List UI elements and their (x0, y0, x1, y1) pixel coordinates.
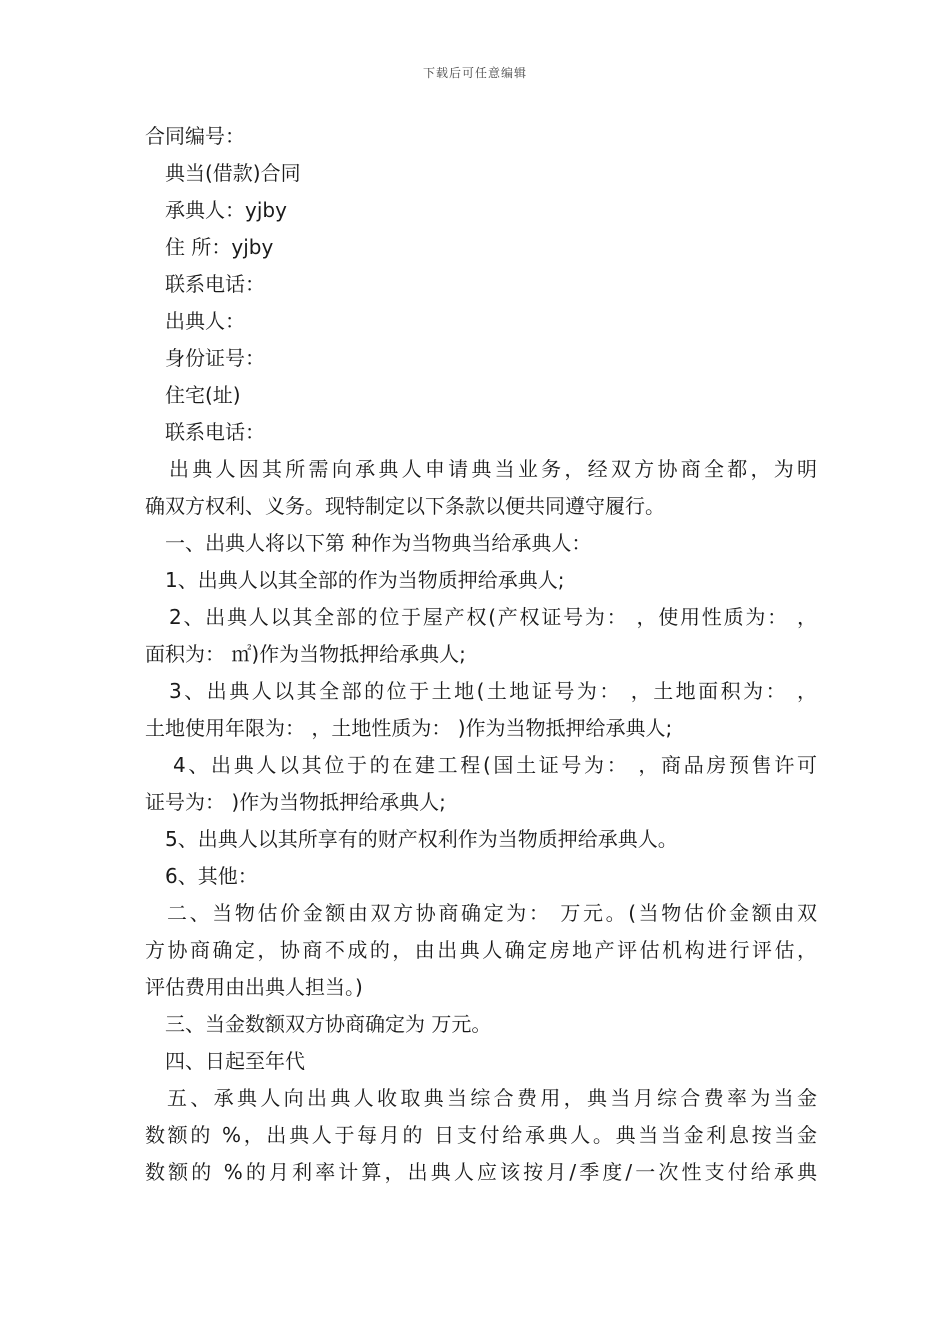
pawnee-field: 承典人：yjby (165, 198, 287, 222)
preamble-line-2: 确双方权利、义务。现特制定以下条款以便共同遵守履行。 (145, 494, 665, 518)
clause-2-line-2: 方协商确定，协商不成的，由出典人确定房地产评估机构进行评估， (145, 938, 817, 962)
clause-1-item-1: 1、出典人以其全部的作为当物质押给承典人; (165, 568, 565, 592)
clause-5-line-1: 五、承典人向出典人收取典当综合费用，典当月综合费率为当金 (167, 1086, 817, 1110)
clause-1-item-2-line-2: 面积为： ㎡)作为当物抵押给承典人; (145, 642, 466, 666)
address-field: 住 所：yjby (165, 235, 274, 259)
clause-1-heading: 一、出典人将以下第 种作为当物典当给承典人： (165, 531, 592, 555)
pawner-phone-field: 联系电话： (165, 420, 265, 444)
clause-1-item-4-line-2: 证号为： )作为当物抵押给承典人; (145, 790, 446, 814)
contract-body (145, 118, 817, 1191)
clause-5-line-2: 数额的 %，出典人于每月的 日支付给承典人。典当当金利息按当金 (145, 1123, 817, 1147)
contract-title: 典当(借款)合同 (165, 161, 301, 185)
clause-1-item-3-line-1: 3、出典人以其全部的位于土地(土地证号为： ，土地面积为： ， (169, 679, 817, 703)
clause-5-line-3: 数额的 %的月利率计算，出典人应该按月/季度/一次性支付给承典 (145, 1160, 817, 1184)
page-header: 下载后可任意编辑 (422, 66, 527, 80)
preamble-line-1: 出典人因其所需向承典人申请典当业务，经双方协商全都，为明 (169, 457, 817, 481)
clause-1-item-3-line-2: 土地使用年限为： ，土地性质为： )作为当物抵押给承典人; (145, 716, 673, 740)
contract-number-label: 合同编号： (145, 124, 245, 148)
clause-4: 四、日起至年代 (165, 1049, 305, 1073)
clause-3: 三、当金数额双方协商确定为 万元。 (165, 1012, 492, 1036)
clause-1-item-2-line-1: 2、出典人以其全部的位于屋产权(产权证号为： ，使用性质为： ， (169, 605, 817, 629)
clause-2-line-1: 二、当物估价金额由双方协商确定为： 万元。(当物估价金额由双 (167, 901, 817, 925)
clause-1-item-5: 5、出典人以其所享有的财产权利作为当物质押给承典人。 (165, 827, 678, 851)
pawnee-phone-field: 联系电话： (165, 272, 265, 296)
clause-1-item-6: 6、其他： (165, 864, 258, 888)
id-number-field: 身份证号： (165, 346, 265, 370)
clause-1-item-4-line-1: 4、出典人以其位于的在建工程(国土证号为： ，商品房预售许可 (173, 753, 817, 777)
pawner-field: 出典人： (165, 309, 245, 333)
residence-field: 住宅(址) (165, 383, 241, 407)
clause-2-line-3: 评估费用由出典人担当。) (145, 975, 363, 999)
